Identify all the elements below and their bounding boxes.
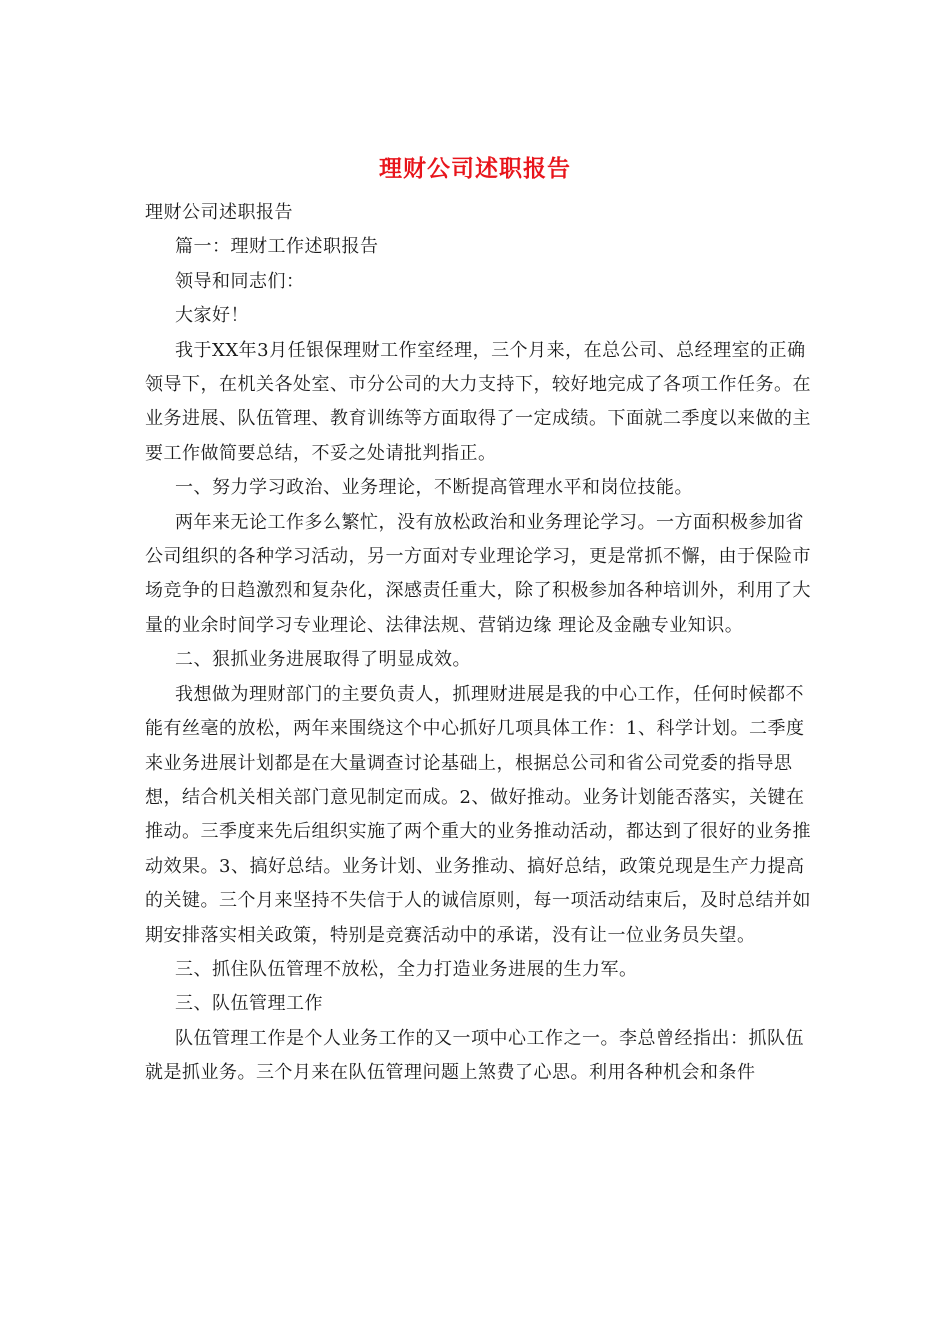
body-paragraph: 两年来无论工作多么繁忙，没有放松政治和业务理论学习。一方面积极参加省公司组织的各种学习活动，另一方面对专业理论学习，更是常抓不懈，由于保险市场竞争的日趋激烈和复杂化，深感责任重大，除了积极参加各种培训外，利用了大量的业余时间学习专业理论、法律法规、营销边缘 理论及金融专业知识。 xyxy=(145,511,811,636)
body-paragraph: 领导和同志们： xyxy=(175,270,305,292)
body-paragraph: 队伍管理工作是个人业务工作的又一项中心工作之一。李总曾经指出：抓队伍就是抓业务。三个月来在队伍管理问题上煞费了心思。利用各种机会和条件 xyxy=(145,1027,804,1084)
section-heading: 一、努力学习政治、业务理论，不断提高管理水平和岗位技能。 xyxy=(175,477,693,499)
body-paragraph: 篇一：理财工作述职报告 xyxy=(175,236,379,258)
section-heading: 二、狠抓业务进展取得了明显成效。 xyxy=(175,649,471,671)
body-paragraph: 我想做为理财部门的主要负责人，抓理财进展是我的中心工作，任何时候都不能有丝毫的放松，两年来围绕这个中心抓好几项具体工作：1、科学计划。二季度来业务进展计划都是在大量调查讨论基础上，根据总公司和省公司党委的指导思想，结合机关相关部门意见制定而成。2、做好推动。业务计划能否落实，关键在推动。三季度来先后组织实施了两个重大的业务推动活动，都达到了很好的业务推动效果。3、搞好总结。业务计划、业务推动、搞好总结，政策兑现是生产力提高的关键。三个月来坚持不失信于人的诚信原则，每一项活动结束后，及时总结并如期安排落实相关政策，特别是竞赛活动中的承诺，没有让一位业务员失望。 xyxy=(145,683,811,946)
document-title: 理财公司述职报告 xyxy=(379,155,571,182)
document-body xyxy=(145,196,813,1091)
body-paragraph: 理财公司述职报告 xyxy=(145,202,293,223)
section-heading: 三、队伍管理工作 xyxy=(175,993,323,1015)
section-heading: 三、抓住队伍管理不放松，全力打造业务进展的生力军。 xyxy=(175,958,638,980)
body-paragraph: 大家好！ xyxy=(175,305,249,327)
body-paragraph: 我于XX年3月任银保理财工作室经理，三个月来，在总公司、总经理室的正确领导下，在机关各处室、市分公司的大力支持下，较好地完成了各项工作任务。在业务进展、队伍管理、教育训练等方面取得了一定成绩。下面就二季度以来做的主要工作做简要总结，不妥之处请批判指正。 xyxy=(145,339,811,464)
